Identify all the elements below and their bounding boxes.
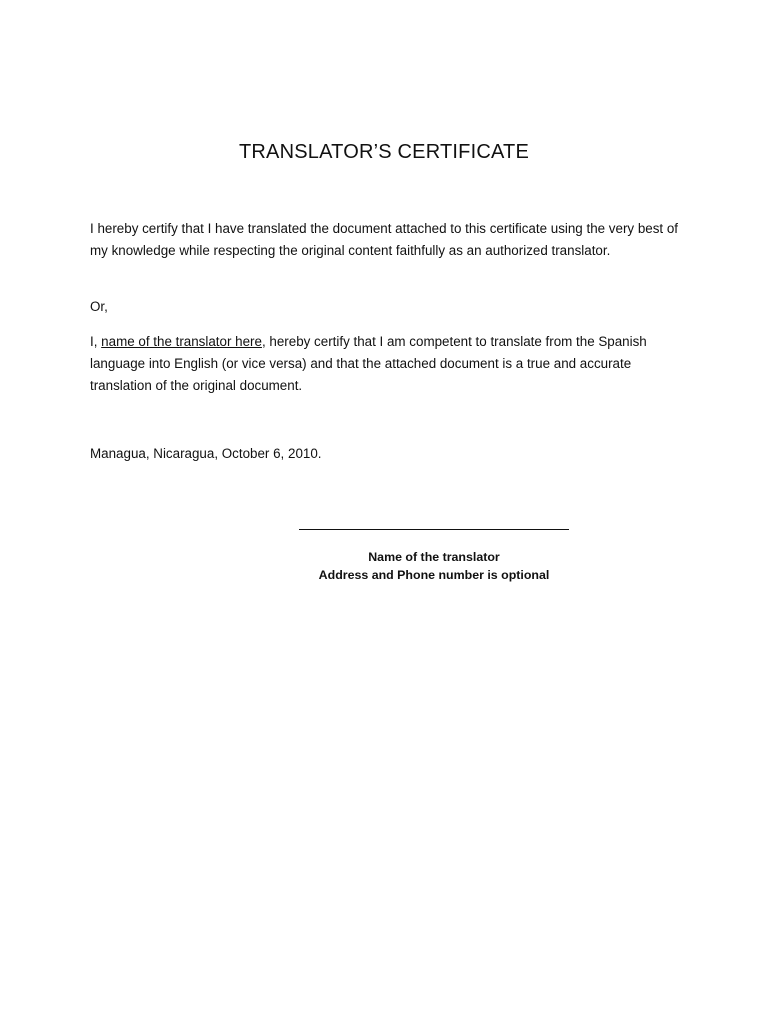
certification-paragraph: I hereby certify that I have translated the document attached to this certificate using the very best of my knowledge while respecting the original content faithfully as an authorized translator.	[90, 221, 679, 258]
place-date: Managua, Nicaragua, October 6, 2010.	[90, 446, 322, 461]
signature-block	[299, 548, 569, 584]
translator-name-placeholder: name of the translator here	[101, 334, 262, 349]
paragraph-prefix: I,	[90, 334, 102, 349]
paragraph-suffix: , hereby certify that I am competent to translate from the Spanish language into English (or vice versa) and that the attached document is a true and accurate translation of the original document.	[90, 334, 647, 393]
signature-name-label: Name of the translator	[368, 550, 500, 564]
alternate-certification-paragraph	[90, 331, 690, 397]
page-title: TRANSLATOR’S CERTIFICATE	[238, 141, 530, 163]
signature-address-label: Address and Phone number is optional	[318, 568, 550, 582]
or-line: Or,	[90, 299, 108, 314]
signature-line	[299, 529, 569, 530]
